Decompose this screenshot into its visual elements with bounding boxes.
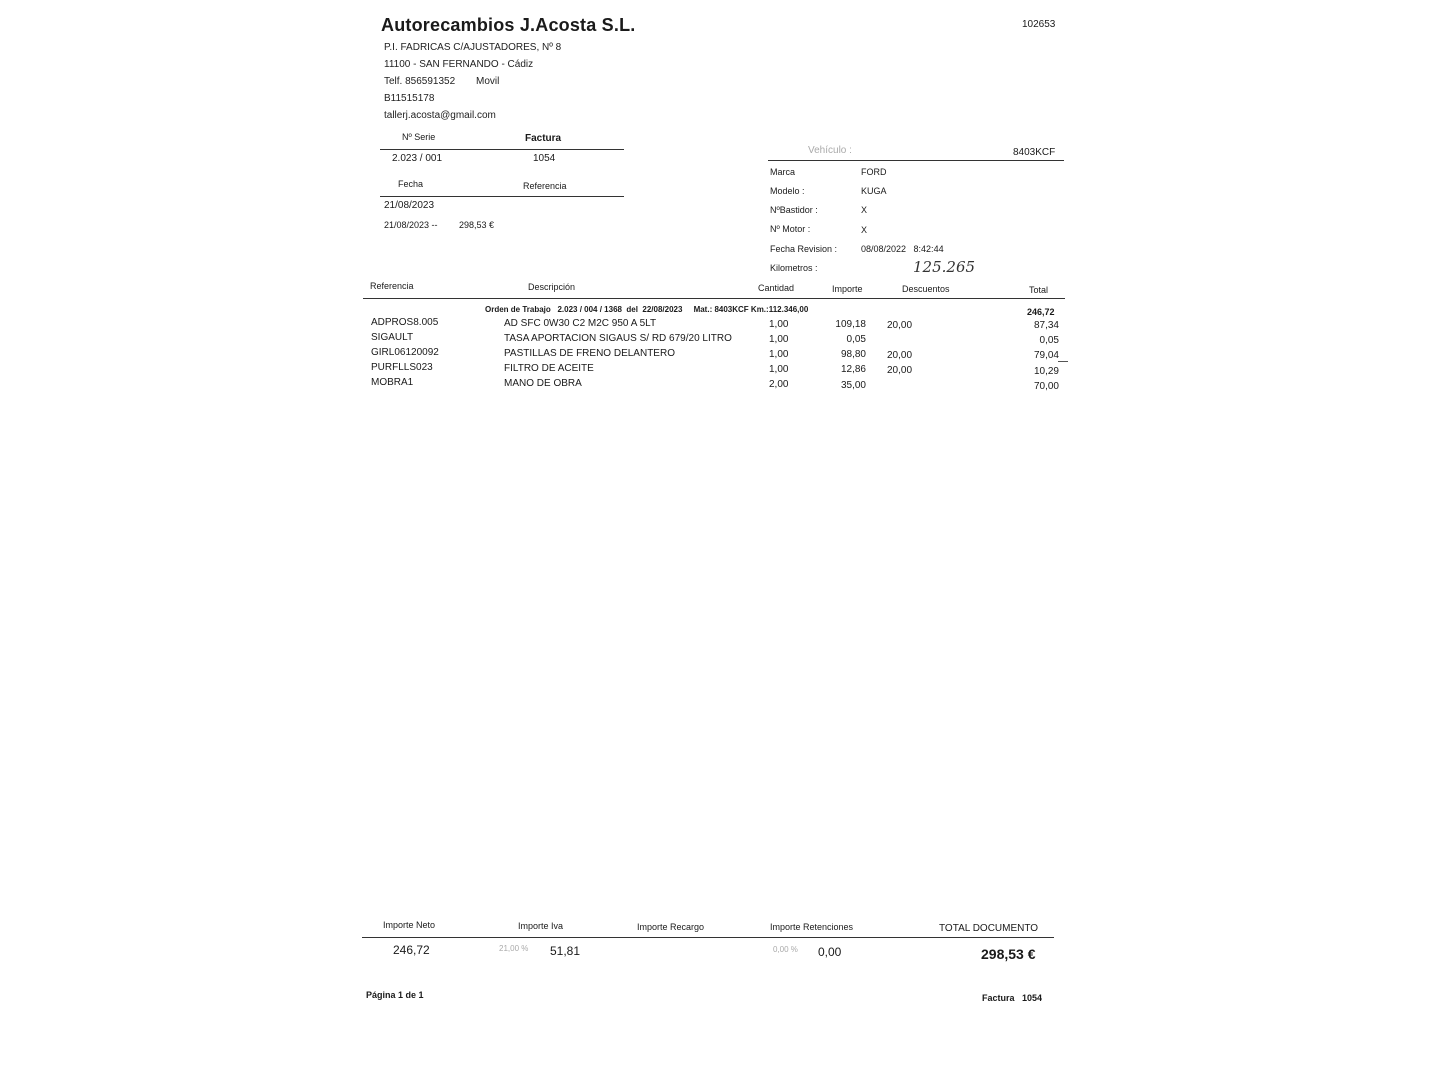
iva-label: Importe Iva: [518, 921, 564, 931]
company-address: P.I. FADRICAS C/AJUSTADORES, Nº 8: [384, 42, 562, 53]
company-cif: B11515178: [384, 93, 435, 104]
row-total: 87,34: [1033, 320, 1059, 331]
vehicle-rule: [768, 160, 1064, 161]
order-total: 246,72: [1027, 307, 1055, 317]
company-email: tallerj.acosta@gmail.com: [384, 110, 496, 121]
row-qty: 1,00: [769, 349, 789, 360]
th-referencia: Referencia: [370, 281, 414, 291]
row-ref: ADPROS8.005: [371, 317, 439, 328]
vehicle-revision-label: Fecha Revision :: [770, 244, 838, 254]
row-price: 35,00: [840, 380, 866, 391]
fecha-value: 21/08/2023: [384, 200, 435, 211]
vehicle-revision-value: 08/08/2022 8:42:44: [861, 244, 944, 254]
th-importe: Importe: [832, 284, 863, 294]
fecha-label: Fecha: [398, 179, 424, 189]
header-rule-2: [380, 196, 624, 197]
neto-label: Importe Neto: [383, 920, 436, 930]
order-line: Orden de Trabajo 2.023 / 004 / 1368 del 22/08/2023 Mat.: 8403KCF Km.:112.346,00: [485, 305, 809, 314]
serie-label: Nº Serie: [402, 132, 436, 142]
table-header-rule: [363, 298, 1065, 299]
vehicle-label: Vehículo :: [808, 145, 852, 156]
retenciones-percent: 0,00 %: [773, 945, 798, 954]
row-disc: 20,00: [887, 320, 913, 331]
row-price: 98,80: [840, 349, 866, 360]
row-disc: 20,00: [887, 350, 913, 361]
row-desc: PASTILLAS DE FRENO DELANTERO: [504, 348, 675, 359]
vehicle-bastidor-label: NºBastidor :: [770, 205, 818, 215]
document-number: 102653: [1022, 19, 1056, 30]
company-city: 11100 - SAN FERNANDO - Cádiz: [384, 59, 534, 70]
row-desc: TASA APORTACION SIGAUS S/ RD 679/20 LITRO: [504, 333, 732, 344]
footer-factura: Factura 1054: [982, 993, 1043, 1003]
vehicle-marca-label: Marca: [770, 167, 796, 177]
row-qty: 1,00: [769, 319, 789, 330]
row-qty: 1,00: [769, 334, 789, 345]
row-price: 0,05: [846, 334, 866, 345]
vehicle-marca-value: FORD: [861, 167, 887, 177]
row-total: 10,29: [1033, 366, 1059, 377]
vehicle-km-label: Kilometros :: [770, 263, 818, 273]
recargo-label: Importe Recargo: [637, 922, 705, 932]
company-mobile-label: Movil: [476, 76, 500, 87]
row-qty: 1,00: [769, 364, 789, 375]
total-documento-label: TOTAL DOCUMENTO: [939, 923, 1039, 934]
totals-rule: [362, 937, 1054, 938]
row-desc: AD SFC 0W30 C2 M2C 950 A 5LT: [504, 318, 657, 329]
row-disc: 20,00: [887, 365, 913, 376]
retenciones-value: 0,00: [818, 945, 842, 959]
payment-amount: 298,53 €: [459, 220, 495, 230]
serie-value: 2.023 / 001: [392, 153, 443, 164]
th-descripcion: Descripción: [528, 282, 576, 292]
page-indicator: Página 1 de 1: [366, 990, 424, 1000]
vehicle-motor-value: X: [861, 225, 868, 235]
th-cantidad: Cantidad: [758, 283, 795, 293]
row-desc: FILTRO DE ACEITE: [504, 363, 594, 374]
vehicle-km-handwritten: 125.265: [913, 258, 976, 276]
row-price: 109,18: [835, 319, 866, 330]
row-price: 12,86: [840, 364, 866, 375]
row-total: 0,05: [1039, 335, 1059, 346]
vehicle-bastidor-value: X: [861, 205, 868, 215]
vehicle-motor-label: Nº Motor :: [770, 224, 811, 234]
referencia-label: Referencia: [523, 181, 567, 191]
payment-date: 21/08/2023 --: [384, 220, 438, 230]
neto-value: 246,72: [393, 943, 430, 957]
row-total: 79,04: [1033, 350, 1059, 361]
company-name: Autorecambios J.Acosta S.L.: [381, 15, 636, 35]
th-total: Total: [1029, 285, 1049, 295]
factura-value: 1054: [533, 153, 556, 164]
row-qty: 2,00: [769, 379, 789, 390]
vehicle-modelo-value: KUGA: [861, 186, 887, 196]
factura-label: Factura: [525, 133, 562, 144]
iva-percent: 21,00 %: [499, 944, 529, 953]
th-descuentos: Descuentos: [902, 284, 950, 294]
handwritten-tick: [1058, 361, 1068, 362]
row-ref: SIGAULT: [371, 332, 414, 343]
retenciones-label: Importe Retenciones: [770, 922, 854, 932]
header-rule-1: [380, 149, 624, 150]
row-ref: PURFLLS023: [371, 362, 433, 373]
row-desc: MANO DE OBRA: [504, 378, 582, 389]
company-phone: Telf. 856591352: [384, 76, 456, 87]
row-total: 70,00: [1033, 381, 1059, 392]
total-documento-value: 298,53 €: [981, 946, 1036, 962]
vehicle-plate: 8403KCF: [1013, 147, 1056, 158]
row-ref: MOBRA1: [371, 377, 414, 388]
iva-value: 51,81: [550, 944, 581, 958]
row-ref: GIRL06120092: [371, 347, 439, 358]
vehicle-modelo-label: Modelo :: [770, 186, 805, 196]
